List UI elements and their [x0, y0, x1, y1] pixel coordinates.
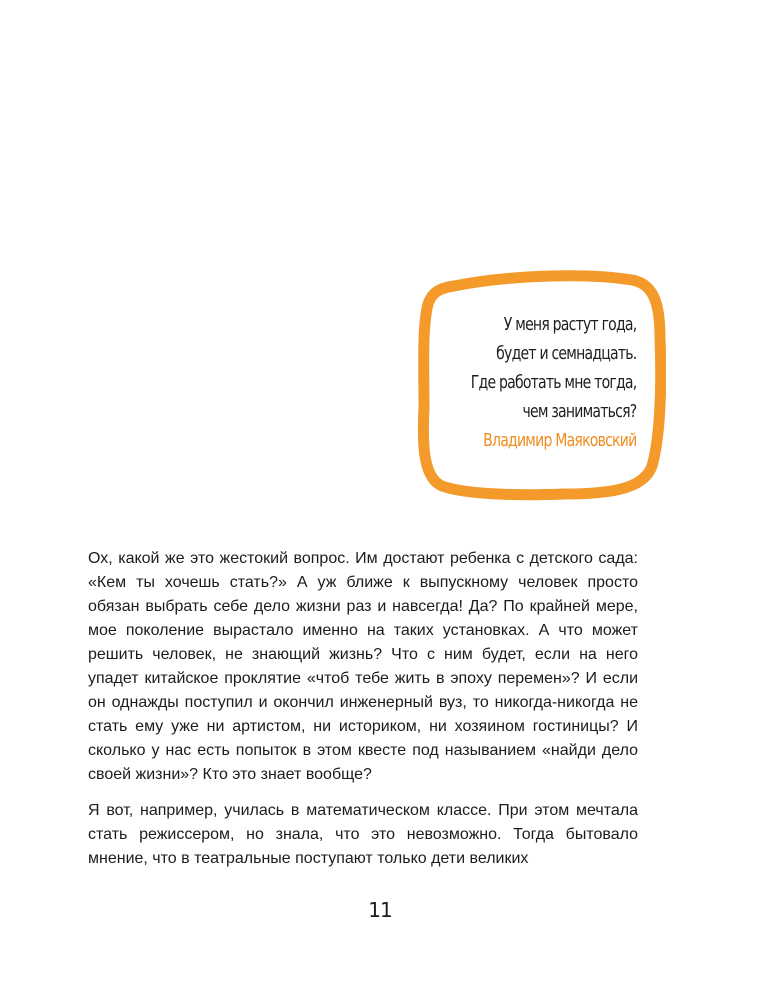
- article-paragraph: Ох, какой же это жестокий вопрос. Им достают ребенка с детского сада: «Кем ты хочешь стать?» А уж ближе к выпускному человек просто обязан выбрать себе дело жизни раз и навсегда! Да? По крайней мере, мое поколение вырастало именно на таких установках. А что может решить человек, не знающий жизнь? Что с ним будет, если на него упадет китайское проклятие «чтоб тебе жить в эпоху перемен»? И если он однажды поступил и окончил инженерный вуз, то никогда-никогда не стать ему уже ни артистом, ни историком, ни хозяином гостиницы? И сколько у нас есть попыток в этом квесте под называнием «найди дело своей жизни»? Кто это знает вообще?: [88, 550, 638, 783]
- quote-line: чем заниматься?: [522, 401, 636, 422]
- article-paragraph: Я вот, например, училась в математическом классе. При этом мечтала стать режиссером, но знала, что это невозможно. Тогда бытовало мнение, что в театральные поступают только дети великих: [88, 802, 638, 867]
- quote-box: [414, 268, 666, 502]
- article-body: [88, 547, 638, 883]
- quote-line: Где работать мне тогда,: [470, 372, 636, 393]
- quote-line: У меня растут года,: [503, 314, 636, 335]
- quote-line: будет и семнадцать.: [495, 343, 636, 364]
- page-number: 11: [368, 898, 392, 922]
- quote-text: [470, 310, 636, 455]
- quote-author: Владимир Маяковский: [482, 430, 636, 451]
